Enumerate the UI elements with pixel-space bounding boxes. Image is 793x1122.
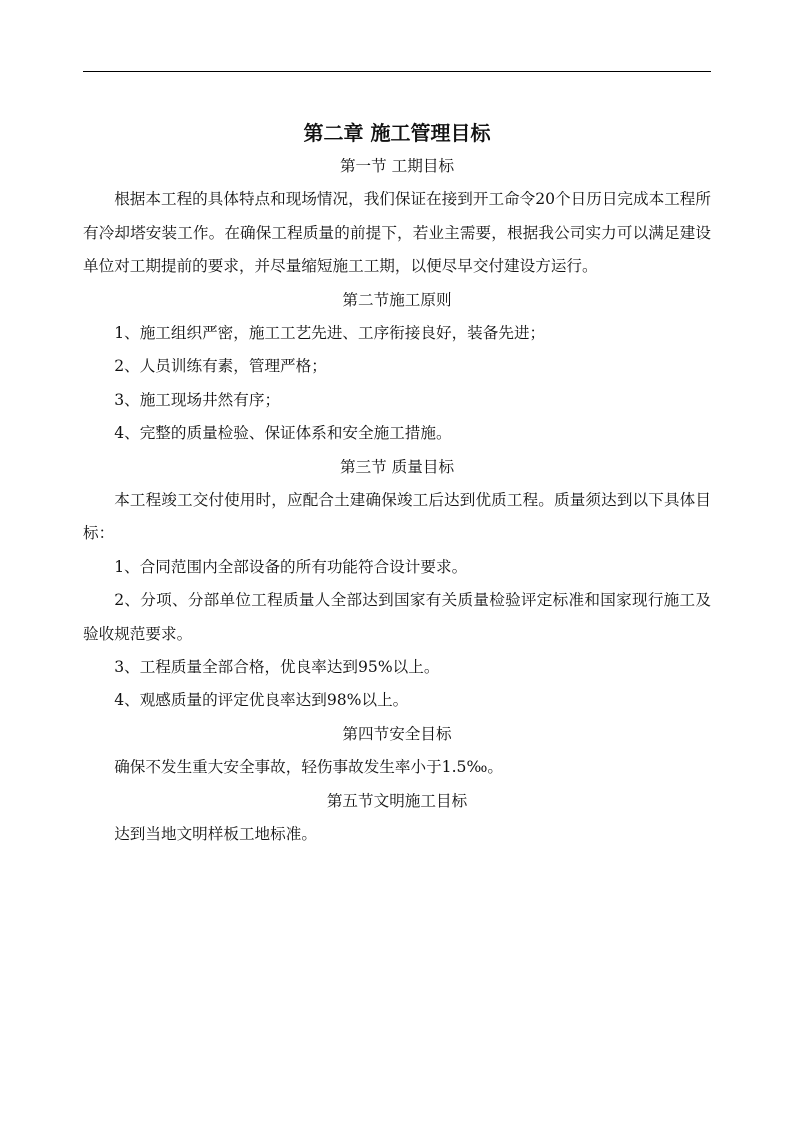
document-body [83,116,711,851]
list-item: 1、合同范围内全部设备的所有功能符合设计要求。 [114,557,468,576]
list-item: 4、完整的质量检验、保证体系和安全施工措施。 [114,424,452,443]
list-item: 3、施工现场井然有序； [114,390,281,409]
chapter-title: 第二章 施工管理目标 [303,121,491,145]
section-heading: 第四节安全目标 [342,724,452,743]
header-rule [83,71,711,72]
list-item: 1、施工组织严密，施工工艺先进、工序衔接良好，装备先进； [114,324,546,342]
paragraph: 确保不发生重大安全事故，轻伤事故发生率小于1.5‰。 [114,758,503,777]
section-heading: 第一节 工期目标 [339,157,455,175]
list-item: 2、分项、分部单位工程质量人全部达到国家有关质量检验评定标准和国家现行施工及验收规范要求。 [83,591,711,643]
section-heading: 第三节 质量目标 [339,457,455,476]
list-item: 2、人员训练有素，管理严格； [114,357,327,376]
section-heading: 第五节文明施工目标 [326,791,468,810]
section-heading: 第二节施工原则 [342,290,452,309]
paragraph: 达到当地文明样板工地标准。 [114,825,317,844]
list-item: 4、观感质量的评定优良率达到98%以上。 [114,691,409,710]
list-item: 3、工程质量全部合格，优良率达到95%以上。 [114,658,440,677]
paragraph: 本工程竣工交付使用时，应配合土建确保竣工后达到优质工程。质量须达到以下具体目标： [83,491,711,543]
paragraph: 根据本工程的具体特点和现场情况，我们保证在接到开工命令20个日历日完成本工程所有冷却塔安装工作。在确保工程质量的前提下，若业主需要，根据我公司实力可以满足建设单位对工期提前的要求，并尽量缩短施工工期，以便尽早交付建设方运行。 [83,190,711,276]
